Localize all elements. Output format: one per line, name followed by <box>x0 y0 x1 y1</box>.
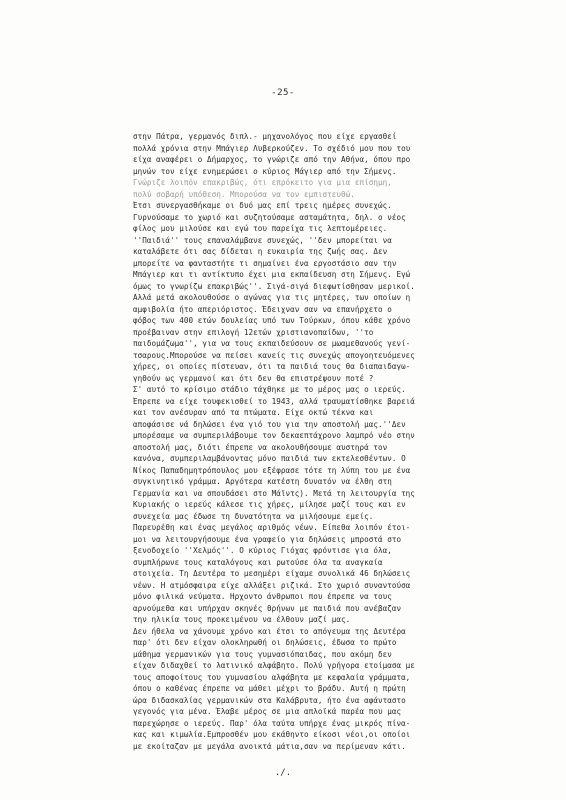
text-line: Κυριακής ο ιερεύς κάλεσε τις χήρες, μίλησε μαζί τους και εν <box>133 500 406 509</box>
text-line: μπορείτε να φανταστήτε τι σημαίνει ένα εργοστάσιο σαν την <box>133 258 397 268</box>
text-line: Γερμανία και να σπουδάσει στο Μάϊντς). Μετά τη λειτουργία της <box>133 488 415 498</box>
text-line: μόνο φιλικά νεύματα. Ηρχοντο άνθρωποι που έπρεπε να τους <box>133 592 392 601</box>
text-line: πολύ σοβαρή υπόθεση. Μπορούσα να τον εμπιστευθώ. <box>133 189 355 199</box>
text-line: με εκοίταζαν με μεγάλα ανοικτά μάτια,σαν να περίμεναν κάτι. <box>133 741 406 751</box>
text-line: τσαρους.Μπορούσε να πείσει κανείς τις συνεχώς απογοητευόμενες <box>133 350 415 360</box>
text-line: φίλος μου μιλούσε και εγώ του παρείχα τις λεπτομέρειες. <box>133 224 388 233</box>
text-line: καταλάβετε ότι σας δίδεται η ευκαιρία της ζωής σας. Δεν <box>133 247 388 256</box>
text-line: φόβος των 400 ετών δουλείας υπό των Τούρκων, όπου κάθε χρόνο <box>133 316 411 325</box>
text-line: Αλλά μετά ακολουθούσε ο αγώνας για τις μητέρες, των οποίων η <box>133 293 411 302</box>
text-line: πολλά χρόνια στην Μπάγιερ Λυβερκούζεν. Το σχέδιό μου που του <box>133 143 411 153</box>
text-line: μπορέσαμε να συμπεριλάβουμε τον δεκαεπτάχρονο λαμπρό νέο στην <box>133 431 415 440</box>
text-line: Γυρνούσαμε το χωριό και συζητούσαμε ασταμάτητα, δηλ. ο νέος <box>133 212 406 222</box>
text-line: αμφιβολία ήτο απεριόριστος. Έδειχναν σαν να επανήρχετο ο <box>133 304 392 314</box>
text-line: ξενοδοχείο ''Χελμός''. Ο κύριος Γιόχας φρόντισε για όλα, <box>133 546 392 555</box>
text-line: τους αποφοίτους του γυμνασίου αλφάβητα με κεφαλαία γράμματα, <box>133 672 411 682</box>
text-line: την ηλικία τους προκειμένου να έλθουν μαζί μας. <box>133 615 351 624</box>
text-line: προέβαιναν στην επιλογή 12ετών χριστιανοπαίδων, ''το <box>133 327 374 337</box>
text-line: παρ' ότι δεν είχαν ολοκληρωθή οι δηλώσεις, έδωσα το πρώτο <box>133 638 397 647</box>
text-line: στοιχεία. Τη Δευτέρα το μεσημέρι είχαμε συνολικά 46 δηλώσεις <box>133 569 411 578</box>
text-line: και τον ανέσυραν από τα πτώματα. Είχε οκτώ τέκνα και <box>133 408 374 417</box>
text-line: είχα αναφέρει ο Δήμαρχος, το γνώριζε από την Αθήνα, όπου προ <box>133 155 411 164</box>
text-line: συνεχεία μας έδωσε τη δυνατότητα να μιλήσουμε εμείς. <box>133 511 374 521</box>
text-line: Δεν ήθελα να χάνουμε χρόνο και έτσι το απόγευμα της Δευτέρα <box>133 626 406 636</box>
text-line: αποφάσισε νά δηλώσει ένα γιό του για την αποστολή μας.''Δεν <box>133 419 406 429</box>
text-line: χήρες, οι οποίες πίστευαν, ότι τα παιδιά τους θα διαπαιδαγω- <box>133 362 411 371</box>
text-line: παιδομάζωμα'', για να τους εκπαιδεύσουν σε μωαμεθανούς γενί- <box>133 339 411 348</box>
text-line: Σ' αυτό το κρίσιμο στάδιο τάχθηκε με το μέρος μας ο ιερεύς. <box>133 385 406 394</box>
text-line: γεγονός για μένα. Έλαβε μέρος σε μια απλοϊκά παρέα που μας <box>133 707 402 716</box>
text-line: Έπρεπε να είχε τουφεκισθεί το 1943, αλλά τραυματίσθηκε βαρειά <box>133 396 415 406</box>
text-line: όπου ο καθένας έπρεπε να μάθει μέχρι το βράδυ. Αυτή η πρώτη <box>133 684 406 693</box>
text-line: γηθούν ως γερμανοί και ότι δεν θα επιστρέψουν ποτέ ? <box>133 373 374 383</box>
text-line: συγκινητικό γράμμα. Αργότερα κατέστη δυνατόν να έλθη στη <box>133 477 392 486</box>
text-line: συμπλήρωνε τους καταλόγους και ρωτούσε όλα τα αναγκαία <box>133 557 383 567</box>
continuation-mark: ./. <box>274 768 292 778</box>
text-line: κας και κιμωλία.Εμπροσθέν μου εκάθηντο είκοσι νέοι,οι οποίοι <box>133 730 411 739</box>
text-line: ''Παιδιά'' τους επαναλάμβανε συνεχώς, ''δεν μπορείται να <box>133 235 392 245</box>
text-line: νέων. Η ατμόσφαιρα είχε αλλάξει ριζικά. Στο χωριό συναντούσα <box>133 580 411 590</box>
text-line: Γνώριζε λοιπόν επακριβώς, ότι επρόκειτο για μια επίσημη, <box>133 178 392 187</box>
text-line: Νίκος Παπαδημητρόπουλος μου εξέφρασε τότε τη λύπη του με ένα <box>133 465 411 475</box>
text-line: Παρευρέθη και ένας μεγάλος αριθμός νέων. Είπεθα λοιπόν έτοι- <box>133 523 411 532</box>
text-line: μηνών τον είχε ενημερώσει ο κύριος Μάγιερ από την Σήμενς. <box>133 166 397 176</box>
text-line: αρνούμεθα και υπήρχαν σκηνές θρήνων με παιδιά που ανέβαζαν <box>133 603 402 613</box>
text-line: μοι να λειτουργήσουμε ένα γραφείο για δηλώσεις μπροστά στο <box>133 534 402 544</box>
text-line: Έτσι συνεργασθήκαμε οι δυό μας επί τρεις ημέρες συνεχώς. <box>133 201 392 210</box>
body-text <box>133 131 553 752</box>
text-line: στην Πάτρα, γερμανός διπλ.- μηχανολόγος που είχε εργασθεί <box>133 132 397 141</box>
text-line: κανόνα, συμπεριλαμβάνοντας μόνο παιδιά των εκτελεσθέντων. Ο <box>133 454 406 463</box>
text-line: αποστολή μας, διότι έπρεπε να ακολουθήσουμε αυστηρά τον <box>133 442 388 452</box>
text-line: είχαν διδαχθεί το λατινικό αλφάβητο. Πολύ γρήγορα ετοίμασα με <box>133 661 415 670</box>
text-line: όμως το γνωρίζω επακριβώς''. Σιγά-σιγά διεφωτίσθησαν μερικοί. <box>133 281 415 291</box>
text-line: ώρα διδασκαλίας γερμανικών στα Καλάβρυτα, ήτο ένα αφάνταστο <box>133 695 406 705</box>
text-line: παρεχώρησε ο ιερεύς. Παρ' όλα ταύτα υπήρχε ένας μικρός πίνα- <box>133 718 411 728</box>
page-number: -25- <box>271 88 295 98</box>
text-line: μάθημα γερμανικών για τους γυμνασιόπαιδας, που ακόμη δεν <box>133 649 392 659</box>
text-line: Μπάγιερ και τι αντίκτυπο έχει μια εκπαίδευση στη Σήμενς. Εγώ <box>133 270 411 279</box>
